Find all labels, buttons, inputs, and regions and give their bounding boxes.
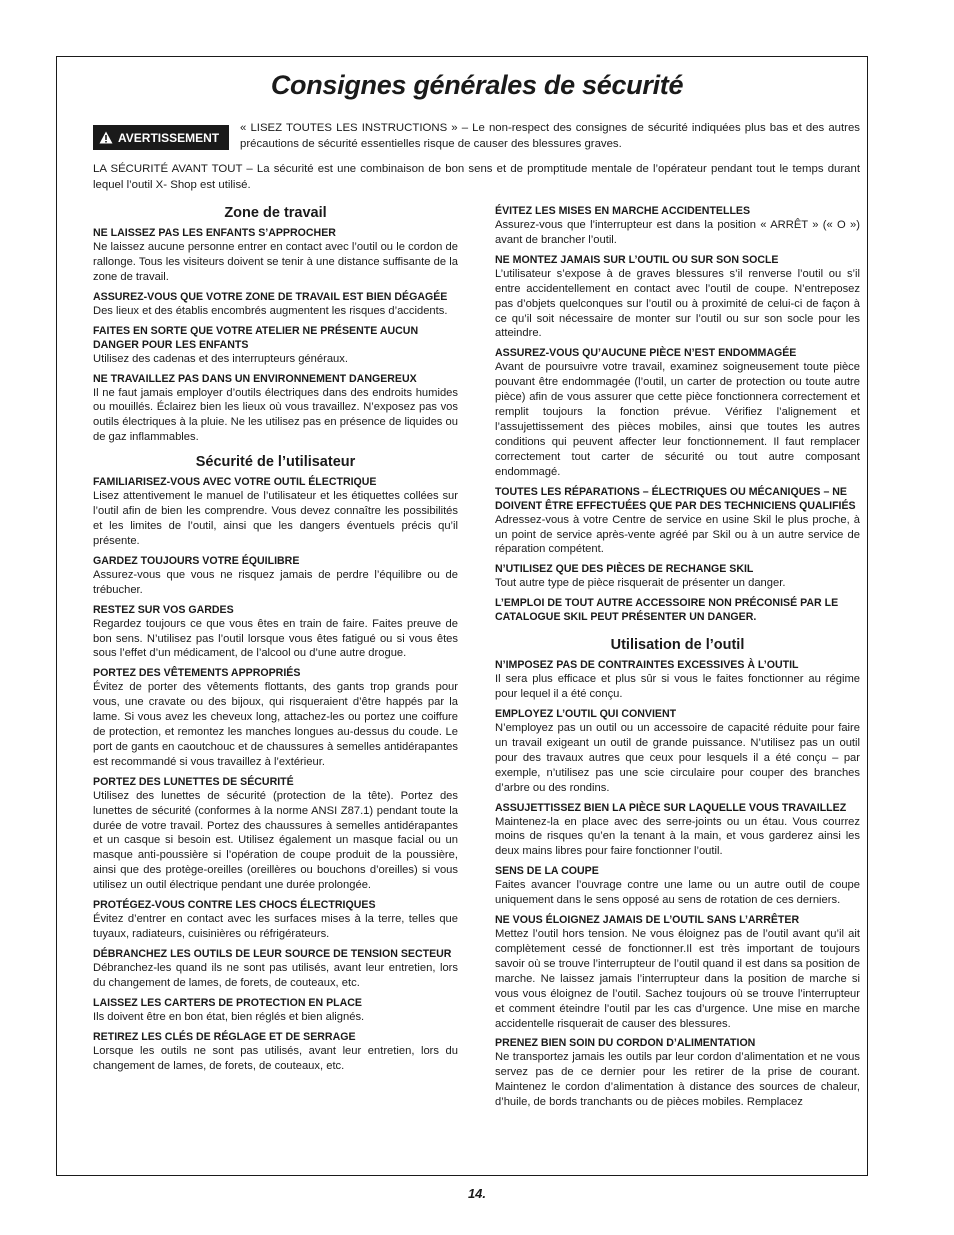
safety-item-text: Des lieux et des établis encombrés augmentent les risques d’accidents. <box>93 304 448 317</box>
safety-item <box>93 475 458 549</box>
section-tool-use <box>495 636 860 1110</box>
page-number: 14. <box>467 1186 487 1201</box>
safety-item-text: Ils doivent être en bon état, bien réglés et bien alignés. <box>93 1010 365 1023</box>
safety-item <box>93 898 458 942</box>
safety-item-title: SENS DE LA COUPE <box>495 865 599 878</box>
safety-item-title: ASSUJETTISSEZ BIEN LA PIÈCE SUR LAQUELLE VOUS TRAVAILLEZ <box>495 801 847 814</box>
safety-item-text: Avant de poursuivre votre travail, examinez soigneusement toute pièce pouvant être endommagée (l’outil, un carter de protection ou toute autre pièce) afin de vous assurer que cette pièce fonctionnera correctement et remplit toujours la fonction prévue. Vérifiez l’alignement et l’assujettissement des pièces mobiles, ainsi que toutes les autres conditions qui peuvent affecter leur fonctionnement. Il faut remplacer correctement tout carter de sécurité ou tout autre composant endommagé. <box>495 361 860 478</box>
safety-item-title: ÉVITEZ LES MISES EN MARCHE ACCIDENTELLES <box>495 205 751 217</box>
safety-item <box>495 913 860 1031</box>
safety-item-text: Il sera plus efficace et plus sûr si vous le faites fonctionner au régime pour lequel il a été conçu. <box>495 673 860 701</box>
intro-paragraph: LA SÉCURITÉ AVANT TOUT – La sécurité est une combinaison de bon sens et de promptitude mentale de l’opérateur pendant tout le temps durant lequel l’outil X- Shop est utilisé. <box>93 163 860 191</box>
section-heading: Utilisation de l’outil <box>610 637 745 654</box>
safety-item-title: PROTÉGEZ-VOUS CONTRE LES CHOCS ÉLECTRIQUES <box>93 899 376 912</box>
safety-item-title: NE TRAVAILLEZ PAS DANS UN ENVIRONNEMENT DANGEREUX <box>93 372 417 385</box>
safety-item <box>93 290 458 319</box>
safety-item-title: PORTEZ DES LUNETTES DE SÉCURITÉ <box>93 775 294 788</box>
safety-item-text: Assurez-vous que vous ne risquez jamais de perdre l’équilibre ou de trébucher. <box>93 568 458 596</box>
safety-item-text: Il ne faut jamais employer d’outils électriques dans des endroits humides ou mouillés. Éclairez bien les lieux où vous travaillez. N’exposez pas vos outils électriques à la pluie. Ne les utilisez pas en présence de liquides ou de gaz inflammables. <box>93 386 458 444</box>
safety-item-text: Lisez attentivement le manuel de l’utilisateur et les étiquettes collées sur l’outil afin de bien les comprendre. Vous devez connaître les possibilités et les limites de l’outil, ainsi que les dangers éventuels précis qu’il présente. <box>93 490 458 547</box>
safety-item-text: Évitez de porter des vêtements flottants, des gants trop grands pour vous, une cravate ou des bijoux, qui risqueraient d’être happés par la lame. Si vous avez les cheveux long, attachez-les ou portez une coiffure de protection, et remontez les manches longues au-dessus du coude. Le port de gants en caoutchouc et de chaussures à semelles antidérapantes est recommandé si vous travaillez à l’extérieur. <box>93 681 458 768</box>
safety-item-title: N’UTILISEZ QUE DES PIÈCES DE RECHANGE SKIL <box>495 563 754 576</box>
safety-item-title: FAMILIARISEZ-VOUS AVEC VOTRE OUTIL ÉLECTRIQUE <box>93 476 377 489</box>
safety-item <box>495 864 860 908</box>
safety-item <box>93 603 458 662</box>
safety-item <box>495 562 860 591</box>
safety-item-title: ASSUREZ-VOUS QUE VOTRE ZONE DE TRAVAIL EST BIEN DÉGAGÉE <box>93 290 448 303</box>
section-work-area <box>93 204 458 445</box>
safety-item-title: RESTEZ SUR VOS GARDES <box>93 603 234 616</box>
warning-badge <box>93 125 229 150</box>
safety-item-text: Maintenez-la en place avec des serre-joints ou un étau. Vous courrez moins de risques qu’en la tenant à la main, et vous garderez ainsi les deux mains libres pour faire fonctionner l’outil. <box>495 815 860 858</box>
section-user-safety <box>93 453 458 1073</box>
safety-item-title: GARDEZ TOUJOURS VOTRE ÉQUILIBRE <box>93 554 300 567</box>
safety-item <box>495 204 860 248</box>
safety-item-text: Évitez d’entrer en contact avec les surfaces mises à la terre, telles que tuyaux, radiateurs, cuisinières ou réfrigérateurs. <box>93 913 458 940</box>
safety-item-title: RETIREZ LES CLÉS DE RÉGLAGE ET DE SERRAGE <box>93 1030 356 1043</box>
warning-text: « LISEZ TOUTES LES INSTRUCTIONS » – Le non-respect des consignes de sécurité indiquées plus bas et des autres précautions de sécurité essentielles risque de causer des blessures graves. <box>240 122 860 150</box>
safety-item-text: Tout autre type de pièce risquerait de présenter un danger. <box>495 577 786 590</box>
warning-badge-label: AVERTISSEMENT <box>118 130 220 145</box>
safety-item <box>495 596 860 624</box>
safety-item <box>93 226 458 285</box>
safety-item <box>93 666 458 769</box>
safety-item-text: Ne transportez jamais les outils par leur cordon d’alimentation et ne vous servez pas de ce dernier pour les retirer de la prise de courant. Maintenez le cordon d’alimentation à distance des sources de chaleur, d’huile, de bords tranchants ou de pièces mobiles. Remplacez <box>495 1051 860 1109</box>
safety-item-title: FAITES EN SORTE QUE VOTRE ATELIER NE PRÉSENTE AUCUN DANGER POUR LES ENFANTS <box>93 324 419 351</box>
safety-item <box>93 324 458 367</box>
section-heading: Zone de travail <box>224 205 327 221</box>
safety-item <box>93 947 458 991</box>
safety-item <box>495 346 860 479</box>
safety-item-title: PORTEZ DES VÊTEMENTS APPROPRIÉS <box>93 667 301 680</box>
safety-item <box>93 996 458 1025</box>
page-title: Consignes générales de sécurité <box>270 70 684 100</box>
safety-item <box>93 554 458 598</box>
left-column <box>93 204 458 1078</box>
safety-item <box>495 1036 860 1110</box>
general-safety-items <box>495 204 860 624</box>
safety-item <box>495 485 860 558</box>
safety-item-text: Utilisez des cadenas et des interrupteurs généraux. <box>93 352 348 365</box>
safety-item-title: N’IMPOSEZ PAS DE CONTRAINTES EXCESSIVES À L’OUTIL <box>495 659 799 672</box>
safety-item <box>495 801 860 860</box>
safety-item-text: L’utilisateur s’expose à de graves blessures s’il renverse l’outil ou s’il entre accidentellement en contact avec l’outil de coupe. N’entreposez pas d’objets quelconques sur l’outil ou à proximité de celui-ci de façon à ce qu’il soit nécessaire de monter sur l’outil ou sur son socle pour les atteindre. <box>495 267 860 340</box>
safety-item-title: NE LAISSEZ PAS LES ENFANTS S’APPROCHER <box>93 227 336 239</box>
safety-item-title: DÉBRANCHEZ LES OUTILS DE LEUR SOURCE DE TENSION SECTEUR <box>93 947 452 960</box>
safety-item-text: Mettez l’outil hors tension. Ne vous éloignez pas de l’outil avant qu’il ait complètement cessé de fonctionner.Il est très important de toujours savoir où se trouve l’interrupteur de l’outil quand il est dans sa position de marche. Ne laissez jamais l’interrupteur dans la position de marche si vous vous éloignez de l’outil. Sachez toujours où se trouve l’interrupteur et comment éteindre l’outil par les cas d’urgence. Une mise en marche accidentelle risquerait de causer des blessures. <box>495 928 860 1030</box>
safety-item <box>495 707 860 796</box>
safety-item-title: TOUTES LES RÉPARATIONS – ÉLECTRIQUES OU MÉCANIQUES – NE DOIVENT ÊTRE EFFECTUÉES QUE PAR DES TECHNICIENS QUALIFIÉS <box>495 485 856 512</box>
safety-item-title: EMPLOYEZ L’OUTIL QUI CONVIENT <box>495 708 677 721</box>
safety-item <box>93 775 458 893</box>
safety-item <box>93 372 458 446</box>
safety-item-text: Assurez-vous que l’interrupteur est dans la position « ARRÊT » (« O ») avant de brancher l’outil. <box>495 219 860 246</box>
safety-item-text: Adressez-vous à votre Centre de service en usine Skil le plus proche, à un point de service après-vente agréé par Skil ou à un autre service de réparation compétent. <box>495 513 860 556</box>
safety-item-title: NE MONTEZ JAMAIS SUR L’OUTIL OU SUR SON SOCLE <box>495 253 779 266</box>
safety-item-text: Ne laissez aucune personne entrer en contact avec l’outil ou le cordon de rallonge. Tous les visiteurs doivent se tenir à une distance suffisante de la zone de travail. <box>93 241 458 283</box>
safety-item-text: Débranchez-les quand ils ne sont pas utilisés, avant leur entretien, lors du changement de lames, de forets, de couteaux, etc. <box>93 961 458 989</box>
safety-item-title: ASSUREZ-VOUS QU’AUCUNE PIÈCE N’EST ENDOMMAGÉE <box>495 347 797 360</box>
safety-item-title: L’EMPLOI DE TOUT AUTRE ACCESSOIRE NON PRÉCONISÉ PAR LE CATALOGUE SKIL PEUT PRÉSENTER UN DANGER. <box>495 597 839 624</box>
safety-item-text: Faites avancer l’ouvrage contre une lame ou un autre outil de coupe uniquement dans le sens opposé au sens de rotation de ces derniers. <box>495 879 860 907</box>
safety-item-text: N’employez pas un outil ou un accessoire de capacité réduite pour faire un travail exigeant un outil de grande puissance. N’utilisez pas un outil pour des travaux autres que ceux pour lesquels il a été conçu – par exemple, n’utilisez pas une scie circulaire pour couper des branches d’arbre ou des rondins. <box>495 722 860 794</box>
right-column <box>495 204 860 1115</box>
safety-item-title: LAISSEZ LES CARTERS DE PROTECTION EN PLACE <box>93 996 362 1009</box>
safety-item-title: NE VOUS ÉLOIGNEZ JAMAIS DE L’OUTIL SANS L’ARRÊTER <box>495 914 800 927</box>
safety-item-text: Utilisez des lunettes de sécurité (protection de la tête). Portez des lunettes de sécurité (conformes à la norme ANSI Z87.1) pendant toute la durée de votre travail. Portez des chaussures à semelles antidérapantes et un casque si besoin est. Utilisez également un masque facial ou un masque anti-poussière si l’opération de coupe produit de la poussière, ainsi que des protège-oreilles (oreillères ou bouchons d’oreilles) si vous utilisez un outil électrique pendant une durée prolongée. <box>93 789 458 892</box>
safety-item-text: Regardez toujours ce que vous êtes en train de faire. Faites preuve de bon sens. N’utilisez pas l’outil lorsque vous êtes fatigué ou si vous êtes sous l’effet d’un médicament, de l’alcool ou d’une autre drogue. <box>93 617 458 660</box>
warning-triangle-icon <box>99 131 113 144</box>
safety-item <box>93 1030 458 1074</box>
safety-item-title: PRENEZ BIEN SOIN DU CORDON D’ALIMENTATION <box>495 1037 756 1050</box>
safety-item <box>495 658 860 702</box>
section-heading: Sécurité de l’utilisateur <box>195 454 356 471</box>
safety-item <box>495 253 860 342</box>
safety-item-text: Lorsque les outils ne sont pas utilisés, avant leur entretien, lors du changement de lames, de forets, de couteaux, etc. <box>93 1044 458 1072</box>
